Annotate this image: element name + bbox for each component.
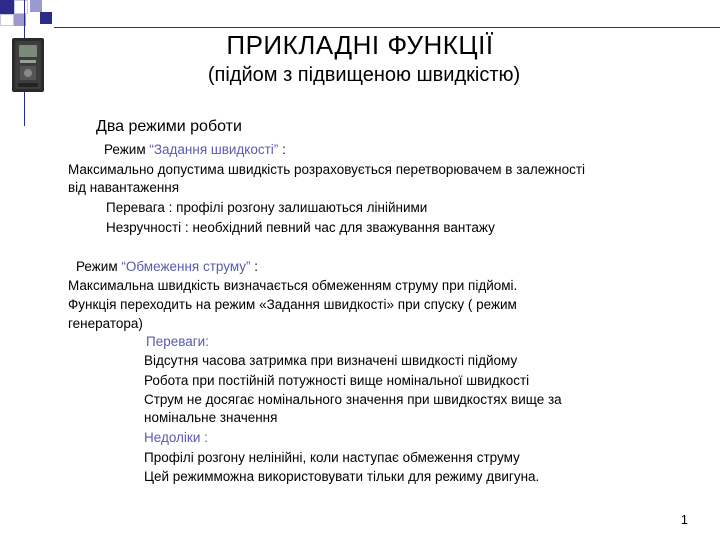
header-rule: [54, 27, 720, 28]
mode2-advantages-label: Переваги:: [146, 334, 209, 349]
mode2-name: “Обмеження струму”: [121, 259, 251, 274]
mode2-desc-line1: Максимальна швидкість визначається обмеженням струму при підйомі.: [68, 278, 518, 293]
mode2-disadvantage-item: Цей режимможна використовувати тільки для режиму двигуна.: [144, 469, 540, 484]
decor-square: [30, 0, 42, 12]
mode2-advantage-item: Робота при постійній потужності вище номінальної швидкості: [144, 373, 530, 388]
mode2-title: [76, 259, 258, 275]
mode1-disadvantage: Незручності : необхідний певний час для зважування вантажу: [106, 220, 495, 235]
mode1-prefix: Режим: [104, 142, 150, 157]
mode1-suffix: :: [278, 142, 286, 157]
mode1-name: “Задання швидкості”: [149, 142, 279, 157]
mode2-advantage-item: номінальне значення: [144, 410, 278, 425]
decor-square: [0, 14, 14, 26]
page-number: 1: [680, 512, 688, 527]
decor-square: [14, 0, 28, 14]
decor-square: [40, 12, 52, 24]
mode2-advantage-item: Відсутня часова затримка при визначені швидкості підйому: [144, 353, 518, 368]
mode1-title: [104, 142, 286, 158]
mode2-suffix: :: [250, 259, 259, 274]
decor-square: [0, 0, 14, 14]
slide-subtitle: (підйом з підвищеною швидкістю): [207, 64, 521, 86]
mode2-disadvantage-item: Профілі розгону нелінійні, коли наступає обмеження струму: [144, 450, 520, 465]
section-heading: Два режими роботи: [96, 118, 242, 135]
mode2-advantage-item: Струм не досягає номінального значення при швидкостях вище за: [144, 392, 562, 407]
mode2-desc-line2: Функція переходить на режим «Задання швидкості» при спуску ( режим: [68, 297, 517, 312]
mode1-desc-line2: від навантаження: [68, 180, 180, 195]
mode2-disadvantages-label: Недоліки :: [144, 430, 208, 445]
mode2-desc-line3: генератора): [68, 316, 143, 331]
mode1-advantage: Перевага : профілі розгону залишаються лінійними: [106, 200, 428, 215]
slide-title: ПРИКЛАДНІ ФУНКЦІЇ: [226, 30, 494, 60]
mode2-prefix: Режим: [76, 259, 122, 274]
mode1-desc-line1: Максимально допустима швидкість розраховується перетворювачем в залежності: [68, 162, 586, 177]
